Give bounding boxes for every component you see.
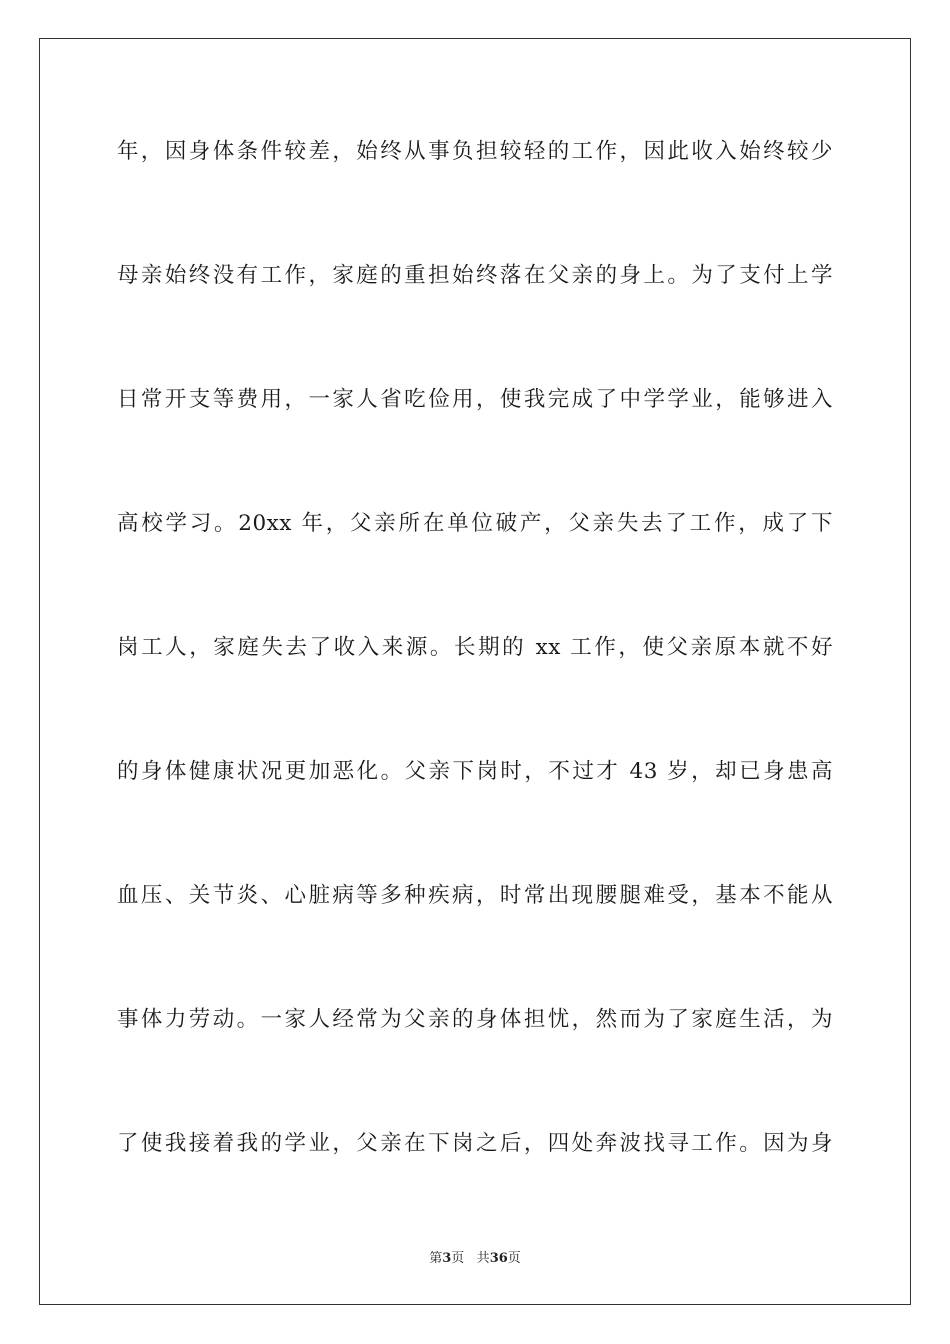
- text-line-5: 岗工人，家庭失去了收入来源。长期的 xx 工作，使父亲原本就不好: [117, 635, 833, 660]
- text-line-4: 高校学习。20xx 年，父亲所在单位破产，父亲失去了工作，成了下: [117, 511, 833, 536]
- text-line-3: 日常开支等费用，一家人省吃俭用，使我完成了中学学业，能够进入: [117, 387, 833, 412]
- total-pages: 36: [489, 1251, 508, 1266]
- text-line-1: 年，因身体条件较差，始终从事负担较轻的工作，因此收入始终较少: [117, 139, 833, 164]
- total-prefix: 共: [476, 1251, 490, 1266]
- document-body: [117, 130, 833, 1246]
- page-number: 3: [442, 1251, 452, 1266]
- text-line-2: 母亲始终没有工作，家庭的重担始终落在父亲的身上。为了支付上学: [117, 263, 833, 288]
- page-footer: [0, 1247, 950, 1266]
- total-suffix: 页: [507, 1251, 521, 1266]
- text-line-7: 血压、关节炎、心脏病等多种疾病，时常出现腰腿难受，基本不能从: [117, 883, 833, 908]
- page-prefix: 第: [429, 1251, 443, 1266]
- text-line-9: 了使我接着我的学业，父亲在下岗之后，四处奔波找寻工作。因为身: [117, 1131, 833, 1156]
- text-line-8: 事体力劳动。一家人经常为父亲的身体担忧，然而为了家庭生活，为: [117, 1007, 833, 1032]
- text-line-6: 的身体健康状况更加恶化。父亲下岗时，不过才 43 岁，却已身患高: [117, 759, 833, 784]
- page-suffix: 页: [451, 1251, 465, 1266]
